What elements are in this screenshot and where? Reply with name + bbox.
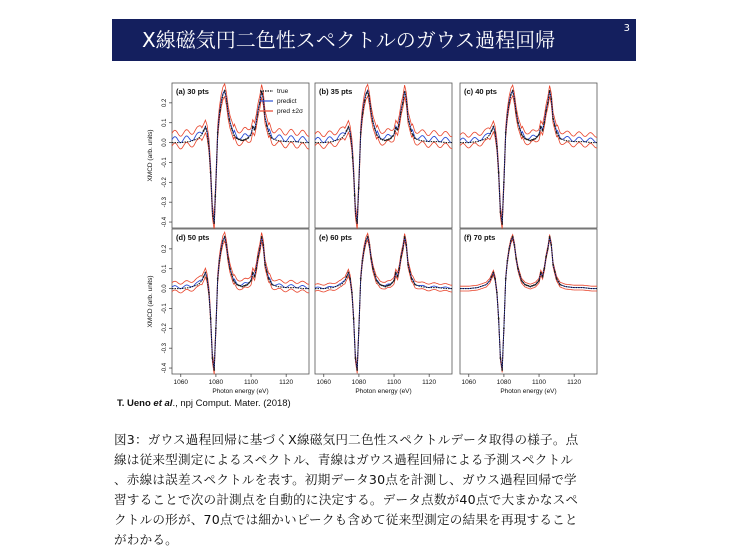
measured-point	[514, 98, 516, 100]
measured-point	[215, 327, 217, 329]
measured-point	[264, 264, 266, 266]
measured-point	[368, 95, 370, 97]
measured-point	[355, 357, 357, 359]
measured-point	[233, 280, 235, 282]
measured-point	[388, 284, 390, 286]
measured-point	[378, 136, 380, 138]
measured-point	[524, 138, 526, 140]
measured-point	[494, 278, 496, 280]
measured-point	[503, 181, 505, 183]
x-tick-label: 1080	[351, 379, 367, 386]
measured-point	[266, 271, 268, 273]
caption-line: クトルの形が、70点では細かいピークも含めて従来型測定の結果を再現すること	[114, 512, 578, 527]
measured-point	[517, 268, 519, 270]
x-tick-label: 1100	[532, 379, 547, 386]
measured-point	[536, 136, 538, 138]
y-tick-label: -0.4	[162, 216, 168, 228]
measured-point	[226, 244, 228, 246]
measured-point	[250, 134, 252, 136]
measured-point	[374, 128, 376, 130]
measured-point	[540, 272, 542, 274]
measured-point	[268, 133, 270, 135]
measured-point	[521, 280, 523, 282]
measured-point	[358, 187, 360, 189]
measured-point	[220, 248, 222, 250]
measured-point	[517, 122, 519, 124]
legend-entry: predict	[277, 98, 297, 106]
measured-point	[493, 272, 495, 274]
y-tick-label: -0.2	[162, 177, 168, 188]
measured-point	[512, 90, 514, 92]
measured-point	[547, 248, 549, 250]
measured-point	[363, 248, 365, 250]
measured-point	[402, 248, 404, 250]
measured-point	[217, 278, 219, 280]
measured-point	[386, 139, 388, 141]
caption-line: 習することで次の計測点を自動的に決定する。データ点数が40点で大まかなスペ	[114, 492, 579, 507]
measured-point	[404, 236, 406, 238]
y-tick-label: -0.1	[162, 157, 168, 168]
measured-point	[526, 138, 528, 140]
measured-point	[372, 120, 374, 122]
panel-frame	[315, 229, 452, 374]
measured-point	[254, 127, 256, 129]
measured-point	[217, 132, 219, 134]
y-tick-label: 0.1	[162, 264, 168, 273]
x-tick-label: 1080	[208, 379, 224, 386]
measured-point	[552, 118, 554, 120]
measured-point	[400, 112, 402, 114]
measured-point	[354, 194, 356, 196]
measured-point	[212, 357, 214, 359]
y-tick-label: -0.1	[162, 303, 168, 314]
y-tick-label: 0.0	[162, 284, 168, 293]
measured-point	[205, 128, 207, 130]
measured-point	[380, 138, 382, 140]
y-tick-label: -0.3	[162, 197, 168, 208]
measured-point	[543, 122, 545, 124]
measured-point	[384, 286, 386, 288]
measured-point	[222, 240, 224, 242]
measured-point	[231, 274, 233, 276]
caption-line: がわかる。	[114, 532, 178, 547]
measured-point	[547, 102, 549, 104]
measured-point	[538, 134, 540, 136]
measured-point	[542, 276, 544, 278]
measured-point	[356, 220, 358, 222]
measured-point	[535, 284, 537, 286]
measured-point	[515, 258, 517, 260]
measured-point	[352, 157, 354, 159]
measured-point	[247, 284, 249, 286]
measured-point	[382, 139, 384, 141]
measured-point	[491, 276, 493, 278]
x-tick-label: 1060	[461, 379, 477, 386]
measured-point	[404, 91, 406, 93]
x-tick-label: 1120	[422, 379, 437, 386]
measured-point	[351, 292, 353, 294]
measured-point	[224, 236, 226, 238]
measured-point	[366, 92, 368, 94]
measured-point	[379, 284, 381, 286]
measured-point	[203, 130, 205, 132]
page-number: 3	[623, 23, 630, 34]
measured-point	[271, 137, 273, 139]
measured-point	[391, 282, 393, 284]
measured-point	[226, 103, 228, 105]
measured-point	[494, 132, 496, 134]
measured-point	[233, 134, 235, 136]
x-tick-label: 1120	[279, 379, 294, 386]
x-axis-label: Photon energy (eV)	[500, 388, 557, 395]
measured-point	[496, 292, 498, 294]
citation-etal: et al	[153, 398, 173, 409]
measured-point	[515, 112, 517, 114]
measured-point	[528, 285, 530, 287]
measured-point	[348, 272, 350, 274]
x-tick-label: 1080	[496, 379, 512, 386]
measured-point	[545, 110, 547, 112]
measured-point	[521, 134, 523, 136]
measured-point	[503, 327, 505, 329]
measured-point	[500, 211, 502, 213]
measured-point	[353, 318, 355, 320]
measured-point	[212, 215, 214, 217]
citation-journal: ., npj Comput. Mater. (2018)	[172, 398, 291, 409]
measured-point	[203, 276, 205, 278]
measured-point	[408, 121, 410, 123]
measured-point	[552, 264, 554, 266]
figure-caption	[114, 430, 636, 550]
measured-point	[493, 126, 495, 128]
measured-point	[268, 278, 270, 280]
measured-point	[372, 268, 374, 270]
x-axis-label: Photon energy (eV)	[355, 388, 412, 395]
measured-point	[512, 236, 514, 238]
measured-point	[507, 114, 509, 116]
measured-point	[559, 284, 561, 286]
panel-label: (a) 30 pts	[176, 87, 209, 96]
measured-point	[255, 268, 257, 270]
measured-point	[545, 256, 547, 258]
measured-point	[505, 278, 507, 280]
measured-point	[412, 134, 414, 136]
measured-point	[259, 102, 261, 104]
y-tick-label: -0.2	[162, 323, 168, 334]
measured-point	[558, 281, 560, 283]
measured-point	[383, 285, 385, 287]
measured-point	[364, 100, 366, 102]
measured-point	[349, 278, 351, 280]
panel-frame	[172, 229, 309, 374]
panel-label: (c) 40 pts	[464, 87, 497, 96]
measured-point	[369, 244, 371, 246]
x-tick-label: 1120	[567, 379, 582, 386]
legend-entry: pred ±2σ	[277, 108, 304, 116]
y-tick-label: 0.1	[162, 118, 168, 127]
caption-line: 、赤線は誤差スペクトルを表す。初期データ30点を計測し、ガウス過程回帰で学	[114, 472, 577, 487]
measured-point	[522, 282, 524, 284]
measured-point	[370, 108, 372, 110]
measured-point	[554, 271, 556, 273]
measured-point	[519, 128, 521, 130]
measured-point	[411, 278, 413, 280]
measured-point	[231, 128, 233, 130]
y-tick-label: 0.0	[162, 138, 168, 147]
measured-point	[248, 282, 250, 284]
measured-point	[524, 284, 526, 286]
measured-point	[536, 282, 538, 284]
measured-point	[396, 128, 398, 130]
x-tick-label: 1100	[244, 379, 259, 386]
measured-point	[367, 236, 369, 238]
measured-point	[346, 276, 348, 278]
measured-point	[346, 130, 348, 132]
measured-point	[365, 240, 367, 242]
measured-point	[400, 256, 402, 258]
measured-point	[409, 271, 411, 273]
measured-point	[410, 129, 412, 131]
panel-frame	[460, 83, 597, 228]
measured-point	[526, 284, 528, 286]
measured-point	[247, 137, 249, 139]
measured-point	[508, 248, 510, 250]
measured-point	[245, 138, 247, 140]
measured-point	[210, 172, 212, 174]
y-tick-label: 0.2	[162, 244, 168, 254]
measured-point	[398, 268, 400, 270]
measured-point	[394, 130, 396, 132]
measured-point	[208, 292, 210, 294]
measured-point	[500, 357, 502, 359]
measured-point	[241, 286, 243, 288]
measured-point	[519, 274, 521, 276]
measured-point	[549, 236, 551, 238]
measured-point	[206, 278, 208, 280]
measured-point	[376, 280, 378, 282]
measured-point	[360, 132, 362, 134]
measured-point	[507, 260, 509, 262]
measured-point	[531, 285, 533, 287]
y-axis-label: XMCD (arb. units)	[147, 129, 154, 182]
measured-point	[384, 140, 386, 142]
measured-point	[390, 284, 392, 286]
measured-point	[252, 272, 254, 274]
measured-point	[522, 136, 524, 138]
measured-point	[559, 138, 561, 140]
measured-point	[252, 126, 254, 128]
measured-point	[270, 281, 272, 283]
measured-point	[240, 285, 242, 287]
measured-point	[243, 139, 245, 141]
panel-label: (d) 50 pts	[176, 233, 210, 242]
measured-point	[531, 139, 533, 141]
measured-point	[413, 281, 415, 283]
measured-point	[554, 125, 556, 127]
measured-point	[227, 258, 229, 260]
panel-frame	[315, 83, 452, 228]
measured-point	[210, 318, 212, 320]
measured-point	[266, 125, 268, 127]
measured-point	[498, 172, 500, 174]
measured-point	[535, 138, 537, 140]
measured-point	[386, 285, 388, 287]
measured-point	[550, 244, 552, 246]
measured-point	[533, 138, 535, 140]
measured-point	[542, 130, 544, 132]
measured-point	[261, 236, 263, 238]
measured-point	[257, 114, 259, 116]
measured-point	[224, 90, 226, 92]
measured-point	[350, 136, 352, 138]
measured-point	[514, 244, 516, 246]
measured-point	[358, 327, 360, 329]
measured-point	[238, 138, 240, 140]
x-tick-label: 1060	[173, 379, 189, 386]
measured-point	[271, 284, 273, 286]
measured-point	[243, 285, 245, 287]
y-tick-label: -0.3	[162, 343, 168, 354]
panel-label: (f) 70 pts	[464, 233, 496, 242]
measured-point	[238, 284, 240, 286]
measured-point	[381, 284, 383, 286]
measured-point	[236, 284, 238, 286]
measured-point	[405, 244, 407, 246]
measured-point	[360, 278, 362, 280]
measured-point	[234, 282, 236, 284]
measured-point	[207, 141, 209, 143]
panel-label: (e) 60 pts	[319, 233, 352, 242]
measured-point	[395, 272, 397, 274]
measured-point	[261, 93, 263, 95]
measured-point	[370, 258, 372, 260]
measured-point	[414, 284, 416, 286]
measured-point	[245, 284, 247, 286]
panel-frame	[460, 229, 597, 374]
measured-point	[407, 264, 409, 266]
measured-point	[376, 134, 378, 136]
measured-point	[205, 272, 207, 274]
x-tick-label: 1100	[387, 379, 402, 386]
measured-point	[406, 104, 408, 106]
measured-point	[549, 90, 551, 92]
measured-point	[254, 276, 256, 278]
measured-point	[501, 223, 503, 225]
legend-entry: true	[277, 88, 289, 96]
measured-point	[214, 195, 216, 197]
caption-line: 線は従来型測定によるスペクトル、青線はガウス過程回帰による予測スペクトル	[114, 452, 574, 467]
measured-point	[229, 268, 231, 270]
measured-point	[362, 260, 364, 262]
measured-point	[510, 94, 512, 96]
measured-point	[558, 135, 560, 137]
measured-point	[496, 146, 498, 148]
measured-point	[388, 138, 390, 140]
measured-point	[501, 369, 503, 371]
measured-point	[528, 139, 530, 141]
measured-point	[498, 318, 500, 320]
measured-point	[222, 97, 224, 99]
measured-point	[540, 126, 542, 128]
measured-point	[402, 102, 404, 104]
measured-point	[398, 124, 400, 126]
measured-point	[529, 286, 531, 288]
measured-point	[414, 137, 416, 139]
measured-point	[510, 240, 512, 242]
measured-point	[390, 137, 392, 139]
y-axis-label: XMCD (arb. units)	[147, 275, 154, 328]
caption-line: 図3：ガウス過程回帰に基づくX線磁気円二色性スペクトルデータ取得の様子。点	[114, 432, 579, 447]
measured-point	[213, 369, 215, 371]
measured-point	[374, 274, 376, 276]
measured-point	[543, 268, 545, 270]
measured-point	[259, 248, 261, 250]
panel-label: (b) 35 pts	[319, 87, 353, 96]
measured-point	[550, 98, 552, 100]
measured-point	[362, 112, 364, 114]
measured-point	[236, 137, 238, 139]
measured-point	[556, 278, 558, 280]
measured-point	[257, 256, 259, 258]
measured-point	[392, 135, 394, 137]
measured-point	[377, 282, 379, 284]
measured-point	[538, 280, 540, 282]
measured-point	[262, 244, 264, 246]
x-tick-label: 1060	[316, 379, 332, 386]
measured-point	[556, 132, 558, 134]
measured-point	[508, 102, 510, 104]
slide-title: X線磁気円二色性スペクトルのガウス過程回帰	[142, 28, 556, 52]
measured-point	[348, 127, 350, 129]
y-tick-label: -0.4	[162, 362, 168, 374]
measured-point	[250, 280, 252, 282]
measured-point	[219, 260, 221, 262]
measured-point	[491, 130, 493, 132]
measured-point	[219, 110, 221, 112]
citation-authors: T. Ueno	[117, 398, 154, 409]
x-axis-label: Photon energy (eV)	[212, 388, 269, 395]
measured-point	[393, 280, 395, 282]
measured-point	[229, 119, 231, 121]
measured-point	[240, 139, 242, 141]
y-tick-label: 0.2	[162, 98, 168, 108]
measured-point	[397, 276, 399, 278]
measured-point	[505, 132, 507, 134]
citation	[117, 398, 291, 409]
measured-point	[529, 140, 531, 142]
measured-point	[533, 284, 535, 286]
measured-point	[356, 369, 358, 371]
